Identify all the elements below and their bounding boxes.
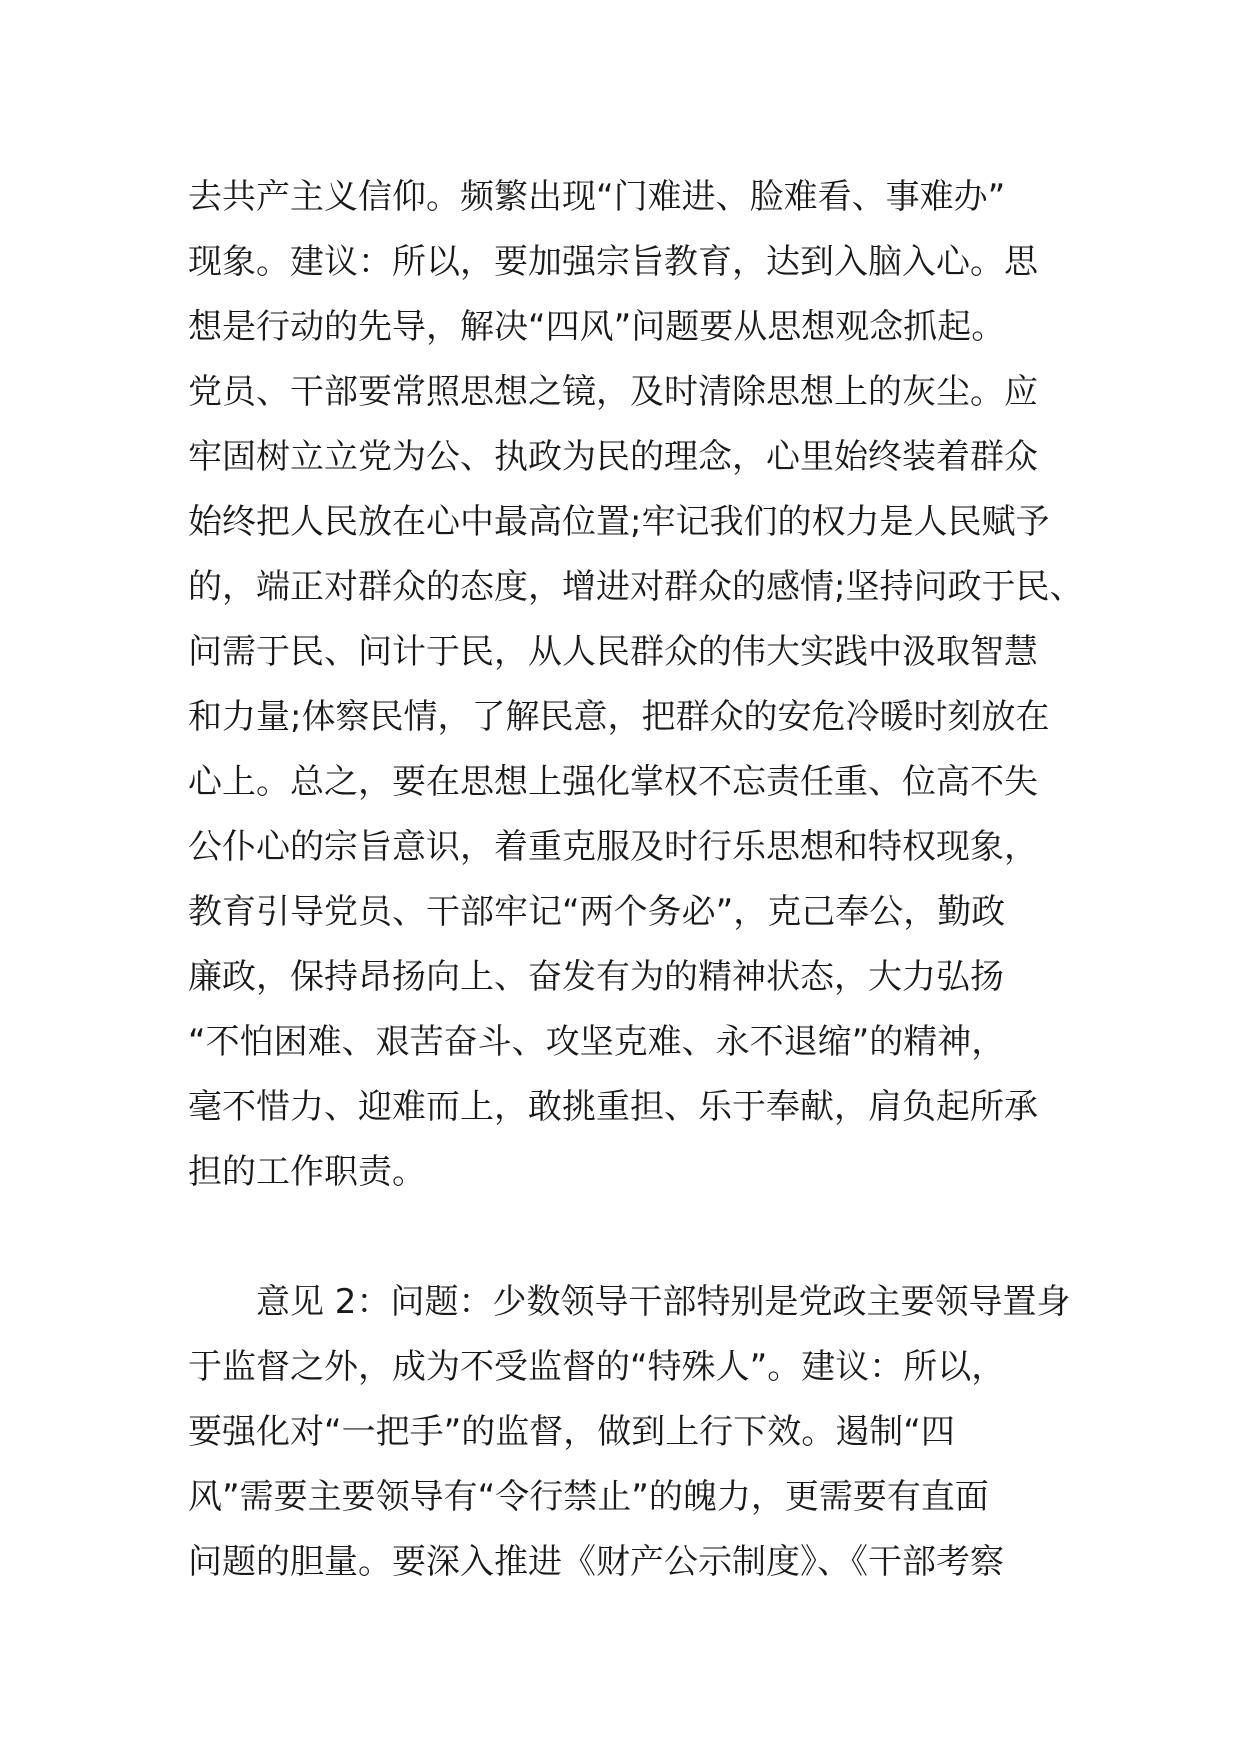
paragraph-2-line-1: 意见 2：问题：少数领导干部特别是党政主要领导置身 — [256, 1282, 1071, 1322]
paragraph-1-line-9: 和力量;体察民情，了解民意，把群众的安危冷暖时刻放在 — [188, 697, 1050, 737]
paragraph-1-line-14: “不怕困难、艰苦奋斗、攻坚克难、永不退缩”的精神， — [188, 1022, 1006, 1062]
paragraph-1-line-8: 问需于民、问计于民，从人民群众的伟大实践中汲取智慧 — [188, 632, 1038, 672]
paragraph-1-line-15: 毫不惜力、迎难而上，敢挑重担、乐于奉献，肩负起所承 — [188, 1087, 1038, 1127]
paragraph-2 — [188, 1270, 1071, 1595]
paragraph-2-line-4: 风”需要主要领导有“令行禁止”的魄力，更需要有直面 — [188, 1477, 989, 1517]
paragraph-1-line-3: 想是行动的先导，解决“四风”问题要从思想观念抓起。 — [188, 307, 1006, 347]
paragraph-1-line-2: 现象。建议：所以，要加强宗旨教育，达到入脑入心。思 — [188, 242, 1038, 282]
paragraph-1-line-10: 心上。总之，要在思想上强化掌权不忘责任重、位高不失 — [188, 762, 1038, 802]
paragraph-1-line-16: 担的工作职责。 — [188, 1152, 426, 1192]
paragraph-1-line-4: 党员、干部要常照思想之镜，及时清除思想上的灰尘。应 — [188, 372, 1038, 412]
paragraph-1-line-5: 牢固树立立党为公、执政为民的理念，心里始终装着群众 — [188, 437, 1038, 477]
paragraph-1-line-12: 教育引导党员、干部牢记“两个务必”，克己奉公，勤政 — [188, 892, 1006, 932]
paragraph-2-line-3: 要强化对“一把手”的监督，做到上行下效。遏制“四 — [188, 1412, 955, 1452]
paragraph-1-line-6: 始终把人民放在心中最高位置;牢记我们的权力是人民赋予 — [188, 502, 1050, 542]
paragraph-2-line-2: 于监督之外，成为不受监督的“特殊人”。建议：所以， — [188, 1347, 1006, 1387]
paragraph-1-line-11: 公仆心的宗旨意识，着重克服及时行乐思想和特权现象， — [188, 827, 1038, 867]
paragraph-2-line-5: 问题的胆量。要深入推进《财产公示制度》、《干部考察 — [188, 1542, 1004, 1582]
paragraph-1-line-7: 的，端正对群众的态度，增进对群众的感情;坚持问政于民、 — [188, 567, 1084, 607]
paragraph-1 — [188, 165, 1084, 1205]
paragraph-1-line-13: 廉政，保持昂扬向上、奋发有为的精神状态，大力弘扬 — [188, 957, 1004, 997]
paragraph-1-line-1: 去共产主义信仰。频繁出现“门难进、脸难看、事难办” — [188, 177, 1006, 217]
